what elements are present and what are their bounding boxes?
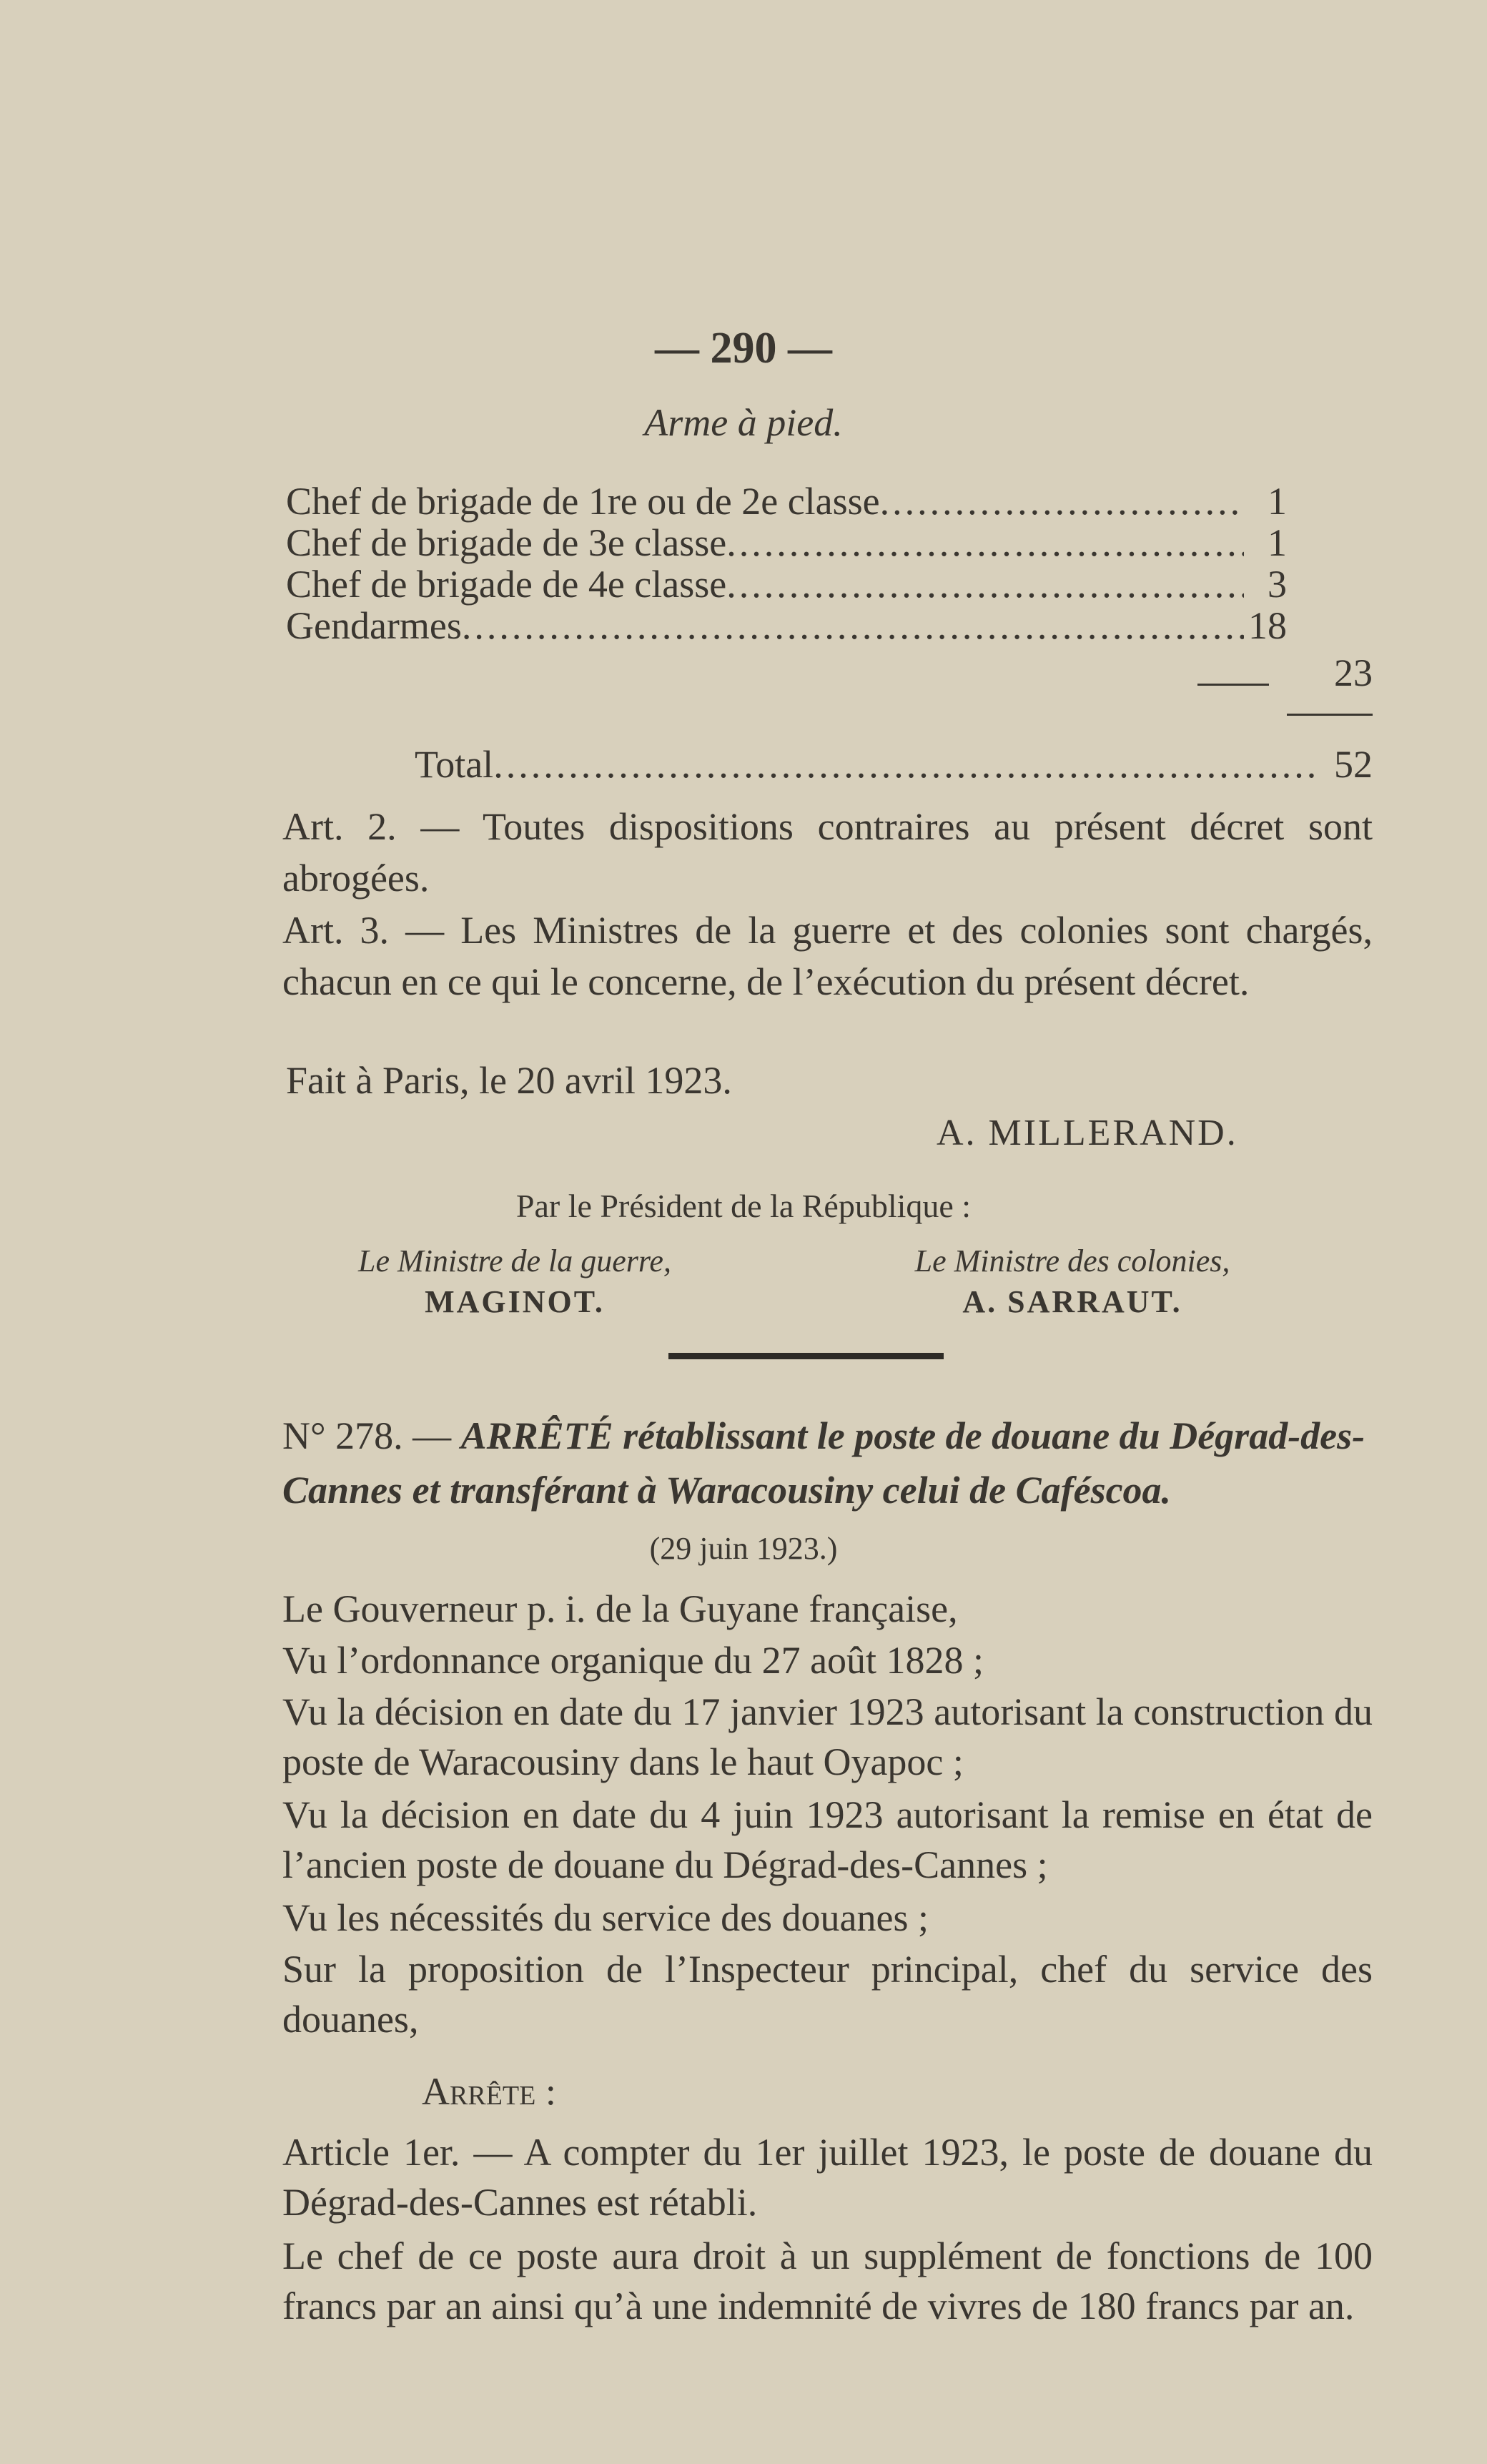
row-label: Chef de brigade de 4e classe bbox=[286, 563, 727, 606]
row-label: Gendarmes bbox=[286, 604, 462, 647]
row-value: 1 bbox=[1268, 480, 1287, 523]
body-paragraph: Le Gouverneur p. i. de la Guyane française, bbox=[282, 1587, 958, 1630]
body-paragraph: Vu la décision en date du 17 janvier 1923 autorisant la construction du poste de Waracousiny dans le haut Oyapoc ; bbox=[282, 1690, 1373, 1783]
leader-dots bbox=[726, 521, 1244, 565]
decree-number: N° 278. — bbox=[282, 1414, 452, 1457]
minister-title: Le Ministre de la guerre, bbox=[358, 1243, 671, 1278]
article-1: Article 1er. — A compter du 1er juillet 1923, le poste de douane du Dégrad-des-Cannes est rétabli. bbox=[282, 2131, 1373, 2224]
par-le-president: Par le Président de la République : bbox=[515, 1188, 972, 1224]
row-label: Chef de brigade de 1re ou de 2e classe bbox=[286, 480, 880, 523]
row-label: Chef de brigade de 3e classe bbox=[286, 521, 727, 564]
row-value: 18 bbox=[1248, 604, 1287, 647]
arrete-label: Arrête : bbox=[422, 2070, 556, 2113]
decree-heading bbox=[282, 1409, 1373, 1517]
minister-name: MAGINOT. bbox=[425, 1284, 605, 1319]
body-paragraph: Vu les nécessités du service des douanes ; bbox=[282, 1896, 929, 1939]
leader-dots bbox=[880, 479, 1244, 523]
article-3: Art. 3. — Les Ministres de la guerre et des colonies sont chargés, chacun en ce qui le concerne, de l’exécution du présent décret. bbox=[282, 909, 1373, 1003]
total-row bbox=[415, 742, 1373, 792]
decree-date: (29 juin 1923.) bbox=[649, 1531, 838, 1566]
article-2: Art. 2. — Toutes dispositions contraires au présent décret sont abrogées. bbox=[282, 805, 1373, 900]
total-rule bbox=[1287, 714, 1373, 716]
row-value: 1 bbox=[1268, 521, 1287, 564]
minister-name: A. SARRAUT. bbox=[962, 1284, 1182, 1319]
table-row bbox=[286, 603, 1287, 654]
subtotal-value: 23 bbox=[1334, 651, 1373, 694]
leader-dots bbox=[493, 742, 1315, 787]
decree-title: ARRÊTÉ rétablissant le poste de douane du Dégrad-des-Cannes et transférant à Waracousiny celui de Caféscoa. bbox=[282, 1414, 1365, 1512]
signatory: A. MILLERAND. bbox=[937, 1113, 1238, 1153]
page-number: — 290 — bbox=[655, 324, 832, 373]
minister-title: Le Ministre des colonies, bbox=[914, 1243, 1230, 1278]
leader-dots bbox=[726, 562, 1244, 606]
signature-date: Fait à Paris, le 20 avril 1923. bbox=[286, 1059, 732, 1102]
total-value: 52 bbox=[1334, 743, 1373, 786]
subtotal-rule bbox=[1197, 684, 1269, 686]
leader-dots bbox=[462, 603, 1244, 648]
row-value: 3 bbox=[1268, 563, 1287, 606]
body-paragraph: Vu l’ordonnance organique du 27 août 1828 ; bbox=[282, 1639, 984, 1682]
article-1-continued: Le chef de ce poste aura droit à un supplément de fonctions de 100 francs par an ainsi qu’à une indemnité de vivres de 180 francs par an. bbox=[282, 2234, 1373, 2327]
section-title: Arme à pied. bbox=[644, 401, 843, 444]
minister-colonies bbox=[851, 1243, 1294, 1320]
body-paragraph: Sur la proposition de l’Inspecteur principal, chef du service des douanes, bbox=[282, 1948, 1373, 2041]
minister-guerre bbox=[315, 1243, 715, 1320]
body-paragraph: Vu la décision en date du 4 juin 1923 autorisant la remise en état de l’ancien poste de douane du Dégrad-des-Cannes ; bbox=[282, 1793, 1373, 1886]
section-divider bbox=[668, 1353, 944, 1359]
total-label: Total bbox=[415, 743, 494, 786]
